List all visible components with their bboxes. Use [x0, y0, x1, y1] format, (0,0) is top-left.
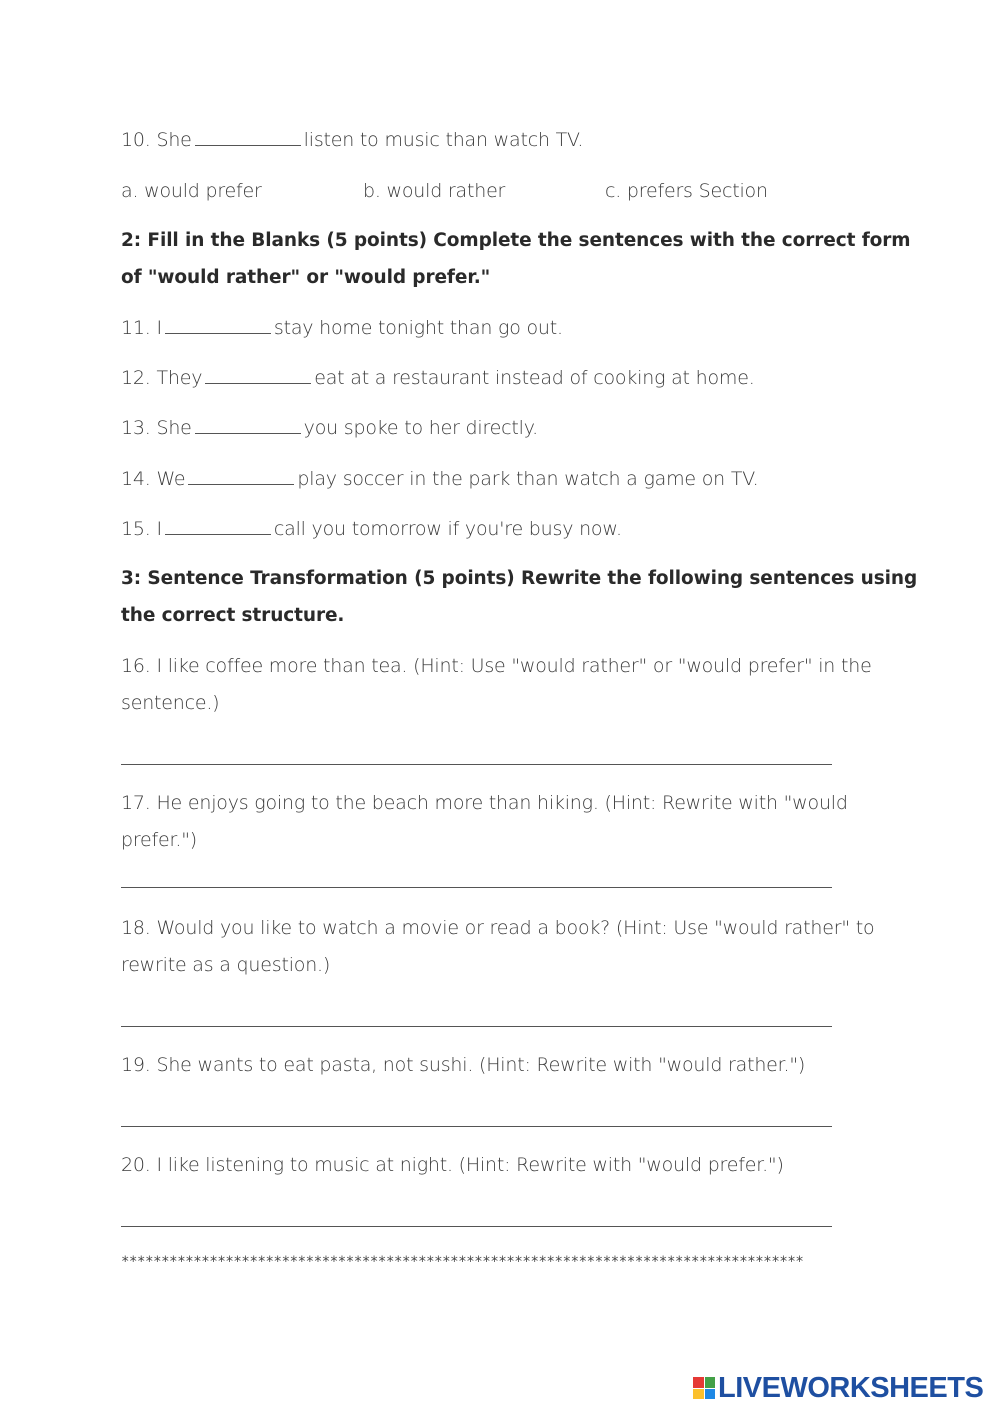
answer-line-17[interactable]: [121, 887, 832, 888]
option-a[interactable]: a. would prefer: [121, 180, 262, 202]
question-17-line2: prefer."): [121, 829, 197, 851]
option-c[interactable]: c. prefers Section: [605, 180, 768, 202]
question-11-suffix: stay home tonight than go out.: [273, 317, 563, 339]
liveworksheets-logo: [693, 1373, 983, 1403]
question-12: [121, 366, 755, 390]
question-15-prefix: 15. I: [121, 518, 162, 540]
answer-line-19[interactable]: [121, 1126, 832, 1127]
answer-blank[interactable]: [165, 520, 271, 535]
question-12-prefix: 12. They: [121, 367, 203, 389]
question-18-line1: 18. Would you like to watch a movie or read a book? (Hint: Use "would rather" to: [121, 917, 875, 939]
answer-line-18[interactable]: [121, 1026, 832, 1027]
question-10: [121, 128, 583, 152]
answer-blank[interactable]: [205, 369, 311, 384]
question-10-options: [121, 179, 821, 203]
brand-name: LIVEWORKSHEETS: [718, 1371, 984, 1404]
question-10-prefix: 10. She: [121, 129, 192, 151]
question-12-suffix: eat at a restaurant instead of cooking at home.: [314, 367, 755, 389]
question-14: [121, 467, 758, 491]
question-10-suffix: listen to music than watch TV.: [303, 129, 584, 151]
answer-line-20[interactable]: [121, 1226, 832, 1227]
question-13-suffix: you spoke to her directly.: [303, 417, 538, 439]
section-2-heading-line1: 2: Fill in the Blanks (5 points) Complete the sentences with the correct form: [121, 230, 911, 251]
section-2-heading-line2: of "would rather" or "would prefer.": [121, 267, 491, 288]
answer-line-16[interactable]: [121, 764, 832, 765]
section-3-heading-line2: the correct structure.: [121, 605, 345, 626]
question-20-line1: 20. I like listening to music at night. (Hint: Rewrite with "would prefer."): [121, 1154, 784, 1176]
section-3-heading-line1: 3: Sentence Transformation (5 points) Rewrite the following sentences using: [121, 568, 918, 589]
option-b[interactable]: b. would rather: [363, 180, 506, 202]
question-13-prefix: 13. She: [121, 417, 192, 439]
question-11-prefix: 11. I: [121, 317, 162, 339]
question-16-line2: sentence.): [121, 692, 220, 714]
answer-blank[interactable]: [195, 419, 301, 434]
liveworksheets-icon: [693, 1377, 715, 1399]
question-14-suffix: play soccer in the park than watch a game on TV.: [297, 468, 759, 490]
answer-blank[interactable]: [195, 131, 301, 146]
answer-blank[interactable]: [188, 470, 294, 485]
question-14-prefix: 14. We: [121, 468, 186, 490]
question-11: [121, 316, 563, 340]
question-16-line1: 16. I like coffee more than tea. (Hint: Use "would rather" or "would prefer" in the: [121, 655, 872, 677]
question-13: [121, 416, 538, 440]
question-15: [121, 517, 622, 541]
answer-blank[interactable]: [165, 319, 271, 334]
question-18-line2: rewrite as a question.): [121, 954, 331, 976]
question-19-line1: 19. She wants to eat pasta, not sushi. (Hint: Rewrite with "would rather."): [121, 1054, 806, 1076]
question-15-suffix: call you tomorrow if you're busy now.: [273, 518, 622, 540]
question-17-line1: 17. He enjoys going to the beach more than hiking. (Hint: Rewrite with "would: [121, 792, 848, 814]
separator-stars: *************************************************************************************: [121, 1254, 804, 1270]
